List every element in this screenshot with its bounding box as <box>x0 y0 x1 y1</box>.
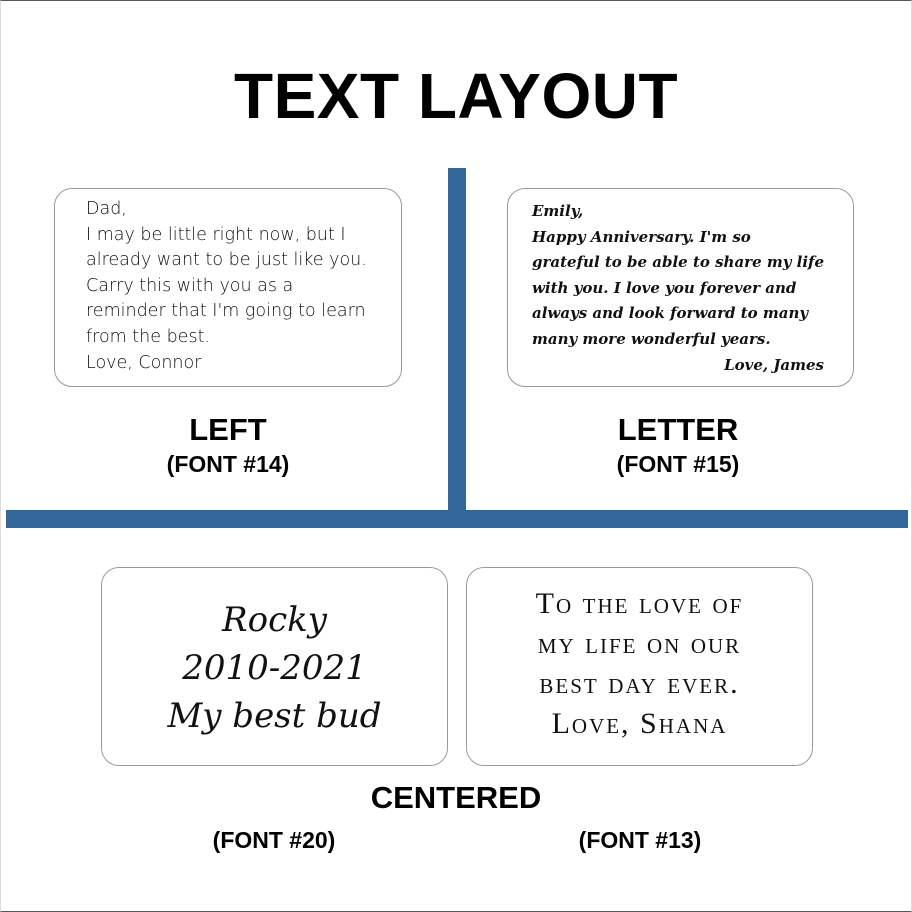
card-text-line: from the best. <box>86 326 210 347</box>
card-text-line: grateful to be able to share my life <box>532 253 825 272</box>
card-text-line: To the love of <box>535 587 744 620</box>
card-text-line: many more wonderful years. <box>532 329 771 348</box>
script-font-label: (FONT #20) <box>212 827 336 853</box>
card-text-line: Love, Connor <box>86 352 202 373</box>
letter-layout-card <box>507 188 854 387</box>
vertical-divider <box>448 168 466 514</box>
card-text-line: Love, Shana <box>551 707 728 740</box>
left-font-label: (FONT #14) <box>166 451 290 477</box>
card-text-line: my life on our <box>537 627 742 660</box>
centered-layout-label: CENTERED <box>370 780 542 815</box>
card-text-line: always and look forward to many <box>532 304 809 323</box>
card-text-line: Dad, <box>86 199 127 219</box>
card-text-line: reminder that I'm going to learn <box>86 301 366 322</box>
left-layout-label: LEFT <box>189 412 267 447</box>
smallcaps-font-label: (FONT #13) <box>578 827 702 853</box>
horizontal-divider <box>6 510 908 528</box>
script-card-text <box>102 596 447 740</box>
card-signature-line: Love, James <box>724 355 824 374</box>
left-card-text <box>86 197 386 376</box>
card-text-line: Carry this with you as a <box>86 275 294 296</box>
page-title: TEXT LAYOUT <box>233 60 679 132</box>
letter-layout-label: LETTER <box>617 412 739 447</box>
card-text-line: Emily, <box>532 202 584 220</box>
letter-card-text <box>532 199 832 378</box>
card-text-line: I may be little right now, but I <box>86 224 346 245</box>
card-text-line: 2010-2021 <box>182 648 367 688</box>
card-text-line: Rocky <box>222 600 327 640</box>
card-text-line: best day ever. <box>539 667 740 700</box>
card-text-line: already want to be just like you. <box>86 250 367 271</box>
centered-card-script <box>101 567 448 766</box>
smallcaps-card-text <box>467 584 812 744</box>
left-layout-card <box>54 188 402 387</box>
letter-font-label: (FONT #15) <box>616 451 740 477</box>
card-text-line: My best bud <box>167 696 382 736</box>
centered-card-smallcaps <box>466 567 813 766</box>
card-text-line: with you. I love you forever and <box>532 278 797 297</box>
card-text-line: Happy Anniversary. I'm so <box>532 227 751 246</box>
